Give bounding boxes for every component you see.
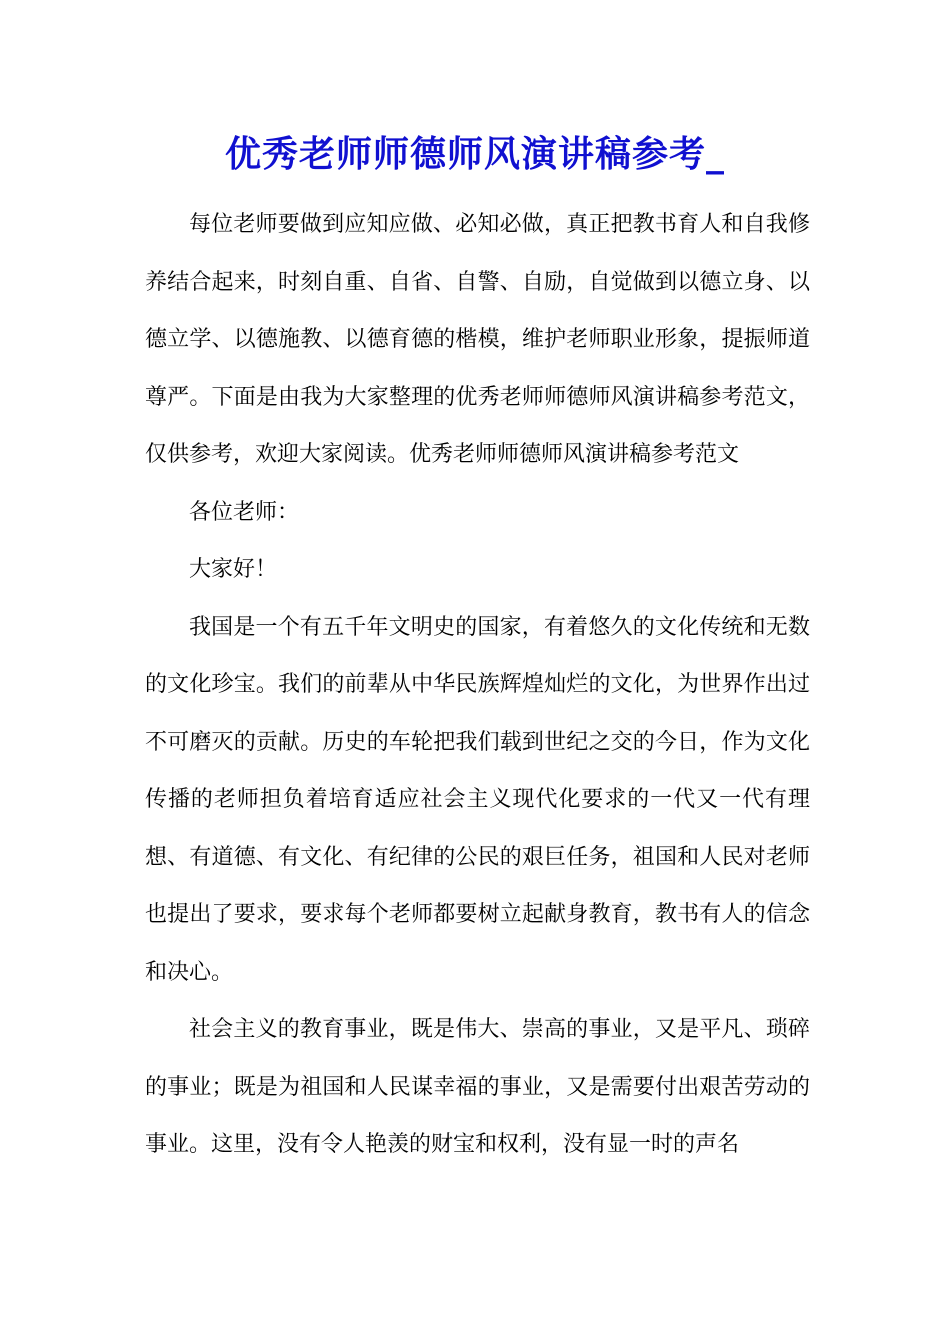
document-title: 优秀老师师德师风演讲稿参考_	[224, 133, 725, 175]
paragraph-culture: 我国是一个有五千年文明史的国家，有着悠久的文化传统和无数的文化珍宝。我们的前辈从中华民族辉煌灿烂的文化，为世界作出过不可磨灭的贡献。历史的车轮把我们载到世纪之交的今日，作为文化传播的老师担负着培育适应社会主义现代化要求的一代又一代有理想、有道德、有文化、有纪律的公民的艰巨任务，祖国和人民对老师也提出了要求，要求每个老师都要树立起献身教育，教书有人的信念和决心。	[145, 614, 810, 985]
paragraph-greeting: 大家好！	[189, 557, 278, 582]
paragraph-salutation: 各位老师：	[189, 499, 300, 525]
paragraph-education: 社会主义的教育事业，既是伟大、崇高的事业，又是平凡、琐碎的事业；既是为祖国和人民谋幸福的事业，又是需要付出艰苦劳动的事业。这里，没有令人艳羡的财宝和权利，没有显一时的声名	[145, 1017, 810, 1157]
document-body	[145, 196, 810, 1174]
paragraph-intro: 每位老师要做到应知应做、必知必做，真正把教书育人和自我修养结合起来，时刻自重、自省、自警、自励，自觉做到以德立身、以德立学、以德施教、以德育德的楷模，维护老师职业形象，提振师道尊严。下面是由我为大家整理的优秀老师师德师风演讲稿参考范文，仅供参考，欢迎大家阅读。优秀老师师德师风演讲稿参考范文	[145, 212, 810, 467]
